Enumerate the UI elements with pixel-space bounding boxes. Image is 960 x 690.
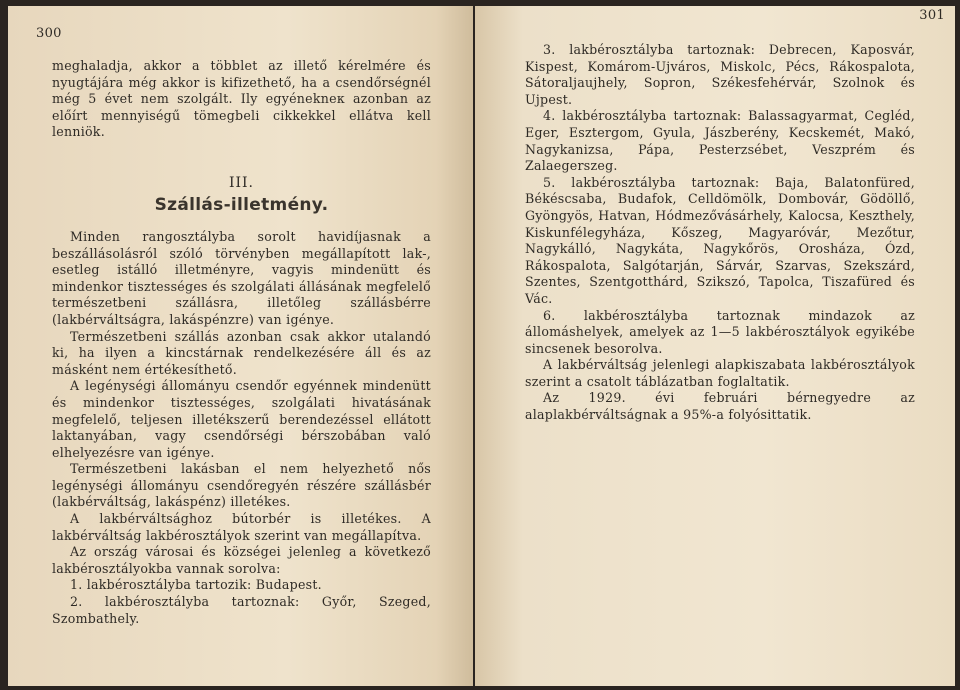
- left-list-item: 1. lakbérosztályba tartozik: Budapest.: [70, 577, 322, 593]
- right-paragraph: 6. lakbérosztályba tartoznak mindazok az állomáshelyek, amelyek az 1—5 lakbérosztályok egyikébe sincsenek besorolva.: [525, 307, 915, 356]
- left-paragraph: Minden rangosztályba sorolt havidíjasnak a beszállásolásról szóló törvényben megállapított lak-, esetleg istálló illetményre, vagyis mindenütt és mindenkor tisztességes és szolgálati állásának megfelelő természetbeni szállásra, illetőleg szállásbérre (lakbérváltságra, lakáspénzre) van igénye.: [52, 228, 431, 327]
- left-list-item: 2. lakbérosztályba tartoznak: Győr, Szeged, Szombathely.: [52, 594, 431, 626]
- left-paragraph: Természetbeni lakásban el nem helyezhető nős legénységi állományu csendőregyén részére szállásbér (lakbérváltság, lakáspénz) illetékes.: [52, 461, 431, 510]
- left-paragraph: Természetbeni szállás azonban csak akkor utalandó ki, ha ilyen a kincstárnak rendelkezésére áll és az másként nem értékesíthető.: [52, 328, 431, 377]
- intro-paragraph: meghaladja, akkor a többlet az illető kérelmére és nyugtájára még akkor is kifizethető, ha a csendőrségnél még 5 évet nem szolgált. Ily egyénekneк azonban az előírt mennyiségű tömegbeli cikkekkel ellátva kell lenniök.: [52, 58, 431, 140]
- right-paragraph: 5. lakbérosztályba tartoznak: Baja, Balatonfüred, Békéscsaba, Budafok, Celldömölk, Dombovár, Gödöllő, Gyöngyös, Hatvan, Hódmezővásárhely, Kalocsa, Keszthely, Kiskunfélegyháza, Kőszeg, Magyaróvár, Mezőtur, Nagykálló, Nagykáta, Nagykőrös, Orosháza, Ózd, Rákospalota, Salgótarján, Sárvár, Szarvas, Szekszárd, Szentes, Szentgotthárd, Szikszó, Tapolca, Tiszafüred és Vác.: [525, 174, 915, 306]
- section-number: III.: [228, 174, 255, 191]
- right-paragraph: 3. lakbérosztályba tartoznak: Debrecen, Kaposvár, Kispest, Komárom-Ujváros, Miskolc, Pécs, Rákospalota, Sátoraljaujhely, Sopron, Székesfehérvár, Szolnok és Ujpest.: [525, 42, 915, 107]
- right-paragraph: A lakbérváltság jelenlegi alapkiszabata lakbérosztályok szerint a csatolt táblázatban foglaltatik.: [525, 357, 915, 389]
- left-paragraph: A legénységi állományu csendőr egyénnek mindenütt és mindenkor tisztességes, szolgálati hivatásának megfelelő, teljesen illetékszerű berendezéssel ellátott laktanyában, vagy csendőrségi bérszobában való elhelyezésre van igénye.: [52, 378, 431, 460]
- right-paragraph: Az 1929. évi februári bérnegyedre az alaplakbérváltságnak a 95%-a folyósittatik.: [525, 390, 915, 423]
- right-page-number: 301: [919, 8, 945, 23]
- left-page-number: 300: [36, 26, 62, 41]
- right-page: [475, 6, 955, 686]
- left-paragraph: Az ország városai és községei jelenleg a következő lakbérosztályokba vannak sorolva:: [52, 544, 431, 576]
- right-paragraph: 4. lakbérosztályba tartoznak: Balassagyarmat, Cegléd, Eger, Esztergom, Gyula, Jászberény, Kecskemét, Makó, Nagykanizsa, Pápa, Pesterzsébet, Veszprém és Zalaegerszeg.: [525, 108, 915, 174]
- section-title: Szállás-illetmény.: [154, 194, 329, 215]
- left-page: [8, 6, 473, 686]
- left-paragraph: A lakbérváltsághoz bútorbér is illetékes. A lakbérváltság lakbérosztályok szerint van megállapítva.: [52, 511, 431, 543]
